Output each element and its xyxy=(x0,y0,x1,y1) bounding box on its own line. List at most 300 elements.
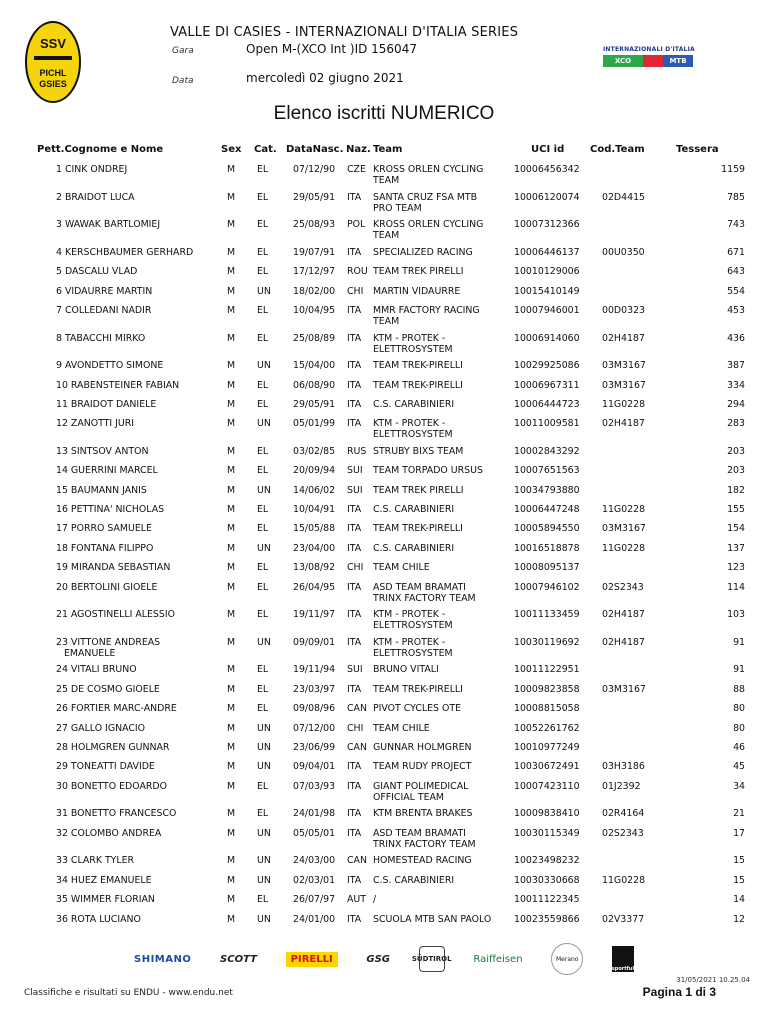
cell-team-line: C.S. CARABINIERI xyxy=(373,504,455,516)
cell-name xyxy=(56,305,151,316)
cell-dob: 05/05/01 xyxy=(293,827,336,839)
cell-dob: 24/01/00 xyxy=(293,913,336,925)
cell-tessera: 91 xyxy=(733,664,745,676)
cell-name-line: 23 VITTONE ANDREAS xyxy=(56,636,161,648)
cell-team-line: TEAM CHILE xyxy=(373,722,430,734)
cell-sex: M xyxy=(227,484,236,496)
cell-dob: 19/07/91 xyxy=(293,246,336,258)
cell-tessera: 103 xyxy=(727,609,745,621)
cell-team xyxy=(373,247,473,258)
cell-team xyxy=(373,703,461,714)
cell-name-line: 6 VIDAURRE MARTIN xyxy=(56,285,153,297)
cell-naz: ROU xyxy=(347,266,368,278)
table-row xyxy=(0,852,768,871)
cell-cat: EL xyxy=(257,465,269,477)
cell-team-line: TEAM TREK-PIRELLI xyxy=(373,523,463,535)
cell-team-line: MMR FACTORY RACING xyxy=(373,304,480,316)
cell-team-line: ELETTROSYSTEM xyxy=(373,647,453,659)
table-row xyxy=(0,283,768,302)
cell-sex: M xyxy=(227,609,236,621)
table-row xyxy=(0,758,768,777)
cell-name-line: 31 BONETTO FRANCESCO xyxy=(56,808,177,820)
cell-team-line: SPECIALIZED RACING xyxy=(373,246,473,258)
cell-name-line: 12 ZANOTTI JURI xyxy=(56,418,135,430)
footer-endu-link[interactable]: Classifiche e risultati su ENDU - www.endu.net xyxy=(24,988,233,998)
cell-uci: 10015410149 xyxy=(514,285,580,297)
cell-uci: 10030115349 xyxy=(514,827,580,839)
print-timestamp: 31/05/2021 10.25.04 xyxy=(676,976,750,984)
cell-naz: ITA xyxy=(347,246,362,258)
cell-uci: 10008815058 xyxy=(514,703,580,715)
cell-sex: M xyxy=(227,266,236,278)
cell-dob: 23/03/97 xyxy=(293,683,336,695)
cell-tessera: 743 xyxy=(727,219,745,231)
col-header-team: Team xyxy=(373,144,403,155)
table-row xyxy=(0,634,768,662)
cell-name-line: 18 FONTANA FILIPPO xyxy=(56,542,154,554)
cell-cat: EL xyxy=(257,445,269,457)
cell-team xyxy=(373,875,454,886)
cell-team-line: C.S. CARABINIERI xyxy=(373,874,455,886)
cell-name-line: 7 COLLEDANI NADIR xyxy=(56,304,152,316)
cell-sex: M xyxy=(227,636,236,648)
cell-name-line: 28 HOLMGREN GUNNAR xyxy=(56,741,170,753)
cell-team xyxy=(373,582,476,604)
cell-uci: 10011122345 xyxy=(514,894,580,906)
cell-sex: M xyxy=(227,562,236,574)
cell-sex: M xyxy=(227,664,236,676)
col-header-cat: Cat. xyxy=(254,144,277,155)
cell-cat: UN xyxy=(257,360,271,372)
cell-team-line: ASD TEAM BRAMATI xyxy=(373,827,466,839)
cell-sex: M xyxy=(227,523,236,535)
cell-tessera: 203 xyxy=(727,445,745,457)
cell-sex: M xyxy=(227,504,236,516)
sponsor-merano-logo: Merano xyxy=(551,943,583,975)
col-header-sex: Sex xyxy=(221,144,242,155)
cell-sex: M xyxy=(227,285,236,297)
table-row xyxy=(0,805,768,824)
cell-cat: EL xyxy=(257,664,269,676)
cell-name-line: 10 RABENSTEINER FABIAN xyxy=(56,379,180,391)
cell-naz: ITA xyxy=(347,504,362,516)
cell-sex: M xyxy=(227,581,236,593)
cell-team xyxy=(373,305,480,327)
cell-sex: M xyxy=(227,246,236,258)
cell-cat: EL xyxy=(257,504,269,516)
cell-name xyxy=(56,723,145,734)
cell-cat: EL xyxy=(257,164,269,175)
cell-uci: 10007312366 xyxy=(514,219,580,231)
sponsor-shimano-logo: SHIMANO xyxy=(134,953,192,965)
logo-text-pichl: PICHL xyxy=(39,68,67,78)
cell-dob: 03/02/85 xyxy=(293,445,336,457)
cell-naz: ITA xyxy=(347,808,362,820)
cell-cat: EL xyxy=(257,523,269,535)
cell-cod: 11G0228 xyxy=(602,398,646,410)
table-row xyxy=(0,482,768,501)
cell-name-line: 17 PORRO SAMUELE xyxy=(56,523,152,535)
cell-naz: ITA xyxy=(347,398,362,410)
cell-naz: ITA xyxy=(347,761,362,773)
cell-cat: EL xyxy=(257,894,269,906)
cell-team xyxy=(373,399,454,410)
cell-dob: 05/01/99 xyxy=(293,418,336,430)
cell-cod: 02S2343 xyxy=(602,827,644,839)
series-logo-mtb: MTB xyxy=(663,55,693,67)
cell-cat: UN xyxy=(257,285,271,297)
cell-tessera: 80 xyxy=(733,703,745,715)
cell-name xyxy=(56,742,169,753)
cell-cat: UN xyxy=(257,484,271,496)
cell-dob: 18/02/00 xyxy=(293,285,336,297)
cell-cat: EL xyxy=(257,609,269,621)
cell-dob: 29/05/91 xyxy=(293,191,336,203)
cell-name xyxy=(56,828,161,839)
sponsor-scott-logo: SCOTT xyxy=(220,953,257,965)
cell-tessera: 643 xyxy=(727,266,745,278)
table-row xyxy=(0,415,768,443)
cell-name xyxy=(56,446,148,457)
cell-dob: 06/08/90 xyxy=(293,379,336,391)
cell-team-line: MARTIN VIDAURRE xyxy=(373,285,461,297)
cell-sex: M xyxy=(227,703,236,715)
cell-cat: UN xyxy=(257,722,271,734)
cell-team xyxy=(373,266,464,277)
cell-team-line: KTM - PROTEK - xyxy=(373,609,446,621)
cell-team xyxy=(373,219,483,241)
cell-team xyxy=(373,192,477,214)
cell-sex: M xyxy=(227,332,236,344)
cell-name xyxy=(56,808,176,819)
table-row xyxy=(0,244,768,263)
cell-uci: 10006120074 xyxy=(514,191,580,203)
cell-uci: 10006444723 xyxy=(514,398,580,410)
cell-naz: CAN xyxy=(347,703,367,715)
cell-naz: CAN xyxy=(347,855,367,867)
entries-table xyxy=(0,161,768,930)
cell-team-line: SCUOLA MTB SAN PAOLO xyxy=(373,913,492,925)
cell-team-line: TEAM TORPADO URSUS xyxy=(373,465,483,477)
cell-uci: 10006967311 xyxy=(514,379,580,391)
cell-cat: UN xyxy=(257,827,271,839)
cell-cat: EL xyxy=(257,191,269,203)
table-row xyxy=(0,872,768,891)
cell-naz: ITA xyxy=(347,191,362,203)
cell-tessera: 436 xyxy=(727,332,745,344)
cell-name xyxy=(56,266,137,277)
cell-team xyxy=(373,360,463,371)
cell-team xyxy=(373,808,473,819)
cell-sex: M xyxy=(227,874,236,886)
cell-name xyxy=(56,894,155,905)
cell-team-line: GIANT POLIMEDICAL xyxy=(373,780,469,792)
cell-name xyxy=(56,609,175,620)
cell-team xyxy=(373,465,483,476)
cell-team-line: PIVOT CYCLES OTE xyxy=(373,703,461,715)
cell-cod: 03M3167 xyxy=(602,683,646,695)
cell-naz: ITA xyxy=(347,379,362,391)
cell-naz: POL xyxy=(347,219,366,231)
gara-value: Open M-(XCO Int )ID 156047 xyxy=(246,42,417,56)
cell-uci: 10023559866 xyxy=(514,913,580,925)
table-row xyxy=(0,161,768,189)
table-row xyxy=(0,739,768,758)
cell-tessera: 294 xyxy=(727,398,745,410)
cell-team-line: OFFICIAL TEAM xyxy=(373,791,445,803)
cell-cod: 11G0228 xyxy=(602,874,646,886)
cell-tessera: 12 xyxy=(733,913,745,925)
table-row xyxy=(0,263,768,282)
cell-dob: 10/04/91 xyxy=(293,504,336,516)
cell-sex: M xyxy=(227,761,236,773)
cell-sex: M xyxy=(227,542,236,554)
cell-uci: 10030330668 xyxy=(514,874,580,886)
cell-name xyxy=(56,247,193,258)
col-header-dob: DataNasc. xyxy=(286,144,344,155)
cell-sex: M xyxy=(227,780,236,792)
cell-cat: UN xyxy=(257,636,271,648)
cell-uci: 10011133459 xyxy=(514,609,580,621)
cell-name-line: 35 WIMMER FLORIAN xyxy=(56,894,155,906)
cell-tessera: 334 xyxy=(727,379,745,391)
cell-team xyxy=(373,723,430,734)
table-row xyxy=(0,778,768,806)
cell-name xyxy=(56,485,147,496)
cell-cat: UN xyxy=(257,855,271,867)
page-indicator: Pagina 1 di 3 xyxy=(642,985,716,999)
cell-team xyxy=(373,446,463,457)
cell-tessera: 88 xyxy=(733,683,745,695)
sponsor-sudtirol-logo: SÜDTIROL xyxy=(419,946,445,972)
cell-team xyxy=(373,523,463,534)
cell-tessera: 80 xyxy=(733,722,745,734)
cell-team-line: SANTA CRUZ FSA MTB xyxy=(373,191,478,203)
sponsor-sportful-logo: sportful xyxy=(612,946,634,972)
cell-uci: 10007946001 xyxy=(514,304,580,316)
cell-team-line: C.S. CARABINIERI xyxy=(373,398,455,410)
cell-uci: 10052261762 xyxy=(514,722,580,734)
table-row xyxy=(0,443,768,462)
cell-dob: 09/09/01 xyxy=(293,636,336,648)
cell-naz: CHI xyxy=(347,562,364,574)
table-row xyxy=(0,501,768,520)
cell-cod: 03M3167 xyxy=(602,379,646,391)
cell-tessera: 283 xyxy=(727,418,745,430)
cell-dob: 07/12/00 xyxy=(293,722,336,734)
cell-tessera: 182 xyxy=(727,484,745,496)
cell-team-line: TEAM TREK-PIRELLI xyxy=(373,379,463,391)
cell-team xyxy=(373,609,453,631)
cell-cat: EL xyxy=(257,581,269,593)
cell-cod: 02R4164 xyxy=(602,808,645,820)
cell-name xyxy=(56,523,152,534)
cell-team-line: KTM BRENTA BRAKES xyxy=(373,808,473,820)
col-header-tessera: Tessera xyxy=(676,144,719,155)
cell-uci: 10016518878 xyxy=(514,542,580,554)
table-row xyxy=(0,377,768,396)
cell-name xyxy=(56,562,170,573)
cell-naz: CAN xyxy=(347,741,367,753)
cell-team xyxy=(373,164,483,186)
cell-name xyxy=(56,333,145,344)
cell-tessera: 21 xyxy=(733,808,745,820)
cell-team-line: ASD TEAM BRAMATI xyxy=(373,581,466,593)
cell-team xyxy=(373,828,476,850)
cell-sex: M xyxy=(227,445,236,457)
cell-naz: SUI xyxy=(347,465,363,477)
sponsor-raiffeisen-logo: Raiffeisen xyxy=(473,953,523,965)
cell-name xyxy=(56,703,177,714)
cell-name-line: EMANUELE xyxy=(64,647,116,659)
cell-name xyxy=(56,418,134,429)
cell-sex: M xyxy=(227,808,236,820)
cell-sex: M xyxy=(227,418,236,430)
cell-dob: 09/04/01 xyxy=(293,761,336,773)
cell-cat: UN xyxy=(257,418,271,430)
cell-team-line: TEAM xyxy=(373,230,400,242)
cell-name xyxy=(56,399,156,410)
table-row xyxy=(0,520,768,539)
cell-team xyxy=(373,781,468,803)
cell-name-line: 32 COLOMBO ANDREA xyxy=(56,827,162,839)
table-row xyxy=(0,825,768,853)
cell-uci: 10034793880 xyxy=(514,484,580,496)
cell-name xyxy=(56,286,152,297)
cell-cod: 03H3186 xyxy=(602,761,645,773)
cell-naz: ITA xyxy=(347,609,362,621)
cell-team-line: TEAM TREK PIRELLI xyxy=(373,266,464,278)
cell-sex: M xyxy=(227,741,236,753)
cell-dob: 10/04/95 xyxy=(293,304,336,316)
sponsor-pirelli-logo: PIRELLI xyxy=(286,952,338,967)
cell-team-line: TEAM RUDY PROJECT xyxy=(373,761,472,773)
cell-naz: CZE xyxy=(347,164,366,175)
cell-name-line: 14 GUERRINI MARCEL xyxy=(56,465,158,477)
cell-uci: 10010129006 xyxy=(514,266,580,278)
cell-dob: 19/11/97 xyxy=(293,609,336,621)
cell-naz: ITA xyxy=(347,581,362,593)
cell-dob: 13/08/92 xyxy=(293,562,336,574)
table-row xyxy=(0,606,768,634)
cell-name xyxy=(56,360,163,371)
cell-tessera: 34 xyxy=(733,780,745,792)
cell-name-line: 26 FORTIER MARC-ANDRE xyxy=(56,703,177,715)
cell-sex: M xyxy=(227,379,236,391)
cell-name-line: 27 GALLO IGNACIO xyxy=(56,722,146,734)
table-row xyxy=(0,330,768,358)
cell-name xyxy=(56,380,179,391)
cell-team-line: TEAM TREK PIRELLI xyxy=(373,484,464,496)
cell-dob: 09/08/96 xyxy=(293,703,336,715)
cell-name-line: 16 PETTINA' NICHOLAS xyxy=(56,504,165,516)
cell-name-line: 2 BRAIDOT LUCA xyxy=(56,191,135,203)
cell-uci: 10011122951 xyxy=(514,664,580,676)
cell-cod: 11G0228 xyxy=(602,504,646,516)
table-row xyxy=(0,189,768,217)
cell-team-line: TEAM CHILE xyxy=(373,562,430,574)
cell-team xyxy=(373,894,376,905)
cell-cat: UN xyxy=(257,913,271,925)
cell-team-line: TEAM xyxy=(373,315,400,327)
series-logo-title: INTERNAZIONALI D'ITALIA xyxy=(603,46,695,53)
cell-name xyxy=(56,781,167,792)
cell-sex: M xyxy=(227,191,236,203)
cell-sex: M xyxy=(227,360,236,372)
cell-tessera: 15 xyxy=(733,855,745,867)
sponsor-bar xyxy=(134,943,634,975)
cell-cat: UN xyxy=(257,542,271,554)
cell-dob: 15/05/88 xyxy=(293,523,336,535)
cell-cat: EL xyxy=(257,246,269,258)
cell-cat: EL xyxy=(257,304,269,316)
cell-sex: M xyxy=(227,855,236,867)
cell-dob: 17/12/97 xyxy=(293,266,336,278)
col-header-uci: UCI id xyxy=(531,144,565,155)
cell-cat: EL xyxy=(257,780,269,792)
table-row xyxy=(0,681,768,700)
cell-cat: EL xyxy=(257,562,269,574)
cell-name-line: 4 KERSCHBAUMER GERHARD xyxy=(56,246,194,258)
cell-tessera: 137 xyxy=(727,542,745,554)
cell-name xyxy=(56,192,135,203)
cell-sex: M xyxy=(227,219,236,231)
cell-tessera: 17 xyxy=(733,827,745,839)
cell-cod: 03M3167 xyxy=(602,523,646,535)
cell-uci: 10006456342 xyxy=(514,164,580,175)
cell-naz: ITA xyxy=(347,827,362,839)
cell-name-line: 29 TONEATTI DAVIDE xyxy=(56,761,155,773)
cell-team-line: KTM - PROTEK - xyxy=(373,332,446,344)
cell-team-line: ELETTROSYSTEM xyxy=(373,429,453,441)
cell-team xyxy=(373,637,453,659)
cell-tessera: 671 xyxy=(727,246,745,258)
cell-team xyxy=(373,504,454,515)
cell-cod: 02H4187 xyxy=(602,418,645,430)
cell-dob: 20/09/94 xyxy=(293,465,336,477)
cell-cat: EL xyxy=(257,266,269,278)
cell-name-line: 11 BRAIDOT DANIELE xyxy=(56,398,157,410)
table-row xyxy=(0,302,768,330)
cell-name xyxy=(56,855,134,866)
cell-uci: 10007946102 xyxy=(514,581,580,593)
cell-cod: 02H4187 xyxy=(602,332,645,344)
cell-uci: 10006914060 xyxy=(514,332,580,344)
cell-cat: EL xyxy=(257,683,269,695)
cell-team-line: TEAM TREK-PIRELLI xyxy=(373,360,463,372)
cell-team xyxy=(373,684,463,695)
cell-naz: AUT xyxy=(347,894,367,906)
cell-cat: EL xyxy=(257,379,269,391)
cell-name xyxy=(56,504,164,515)
sponsor-gsg-logo: GSG xyxy=(366,953,391,965)
cell-tessera: 114 xyxy=(727,581,745,593)
cell-tessera: 15 xyxy=(733,874,745,886)
cell-tessera: 45 xyxy=(733,761,745,773)
cell-naz: ITA xyxy=(347,523,362,535)
cell-team-line: TRINX FACTORY TEAM xyxy=(373,592,476,604)
cell-team-line: KTM - PROTEK - xyxy=(373,418,446,430)
cell-team-line: GUNNAR HOLMGREN xyxy=(373,741,472,753)
series-logo xyxy=(603,46,693,74)
cell-sex: M xyxy=(227,164,236,175)
cell-team-line: HOMESTEAD RACING xyxy=(373,855,472,867)
cell-dob: 24/01/98 xyxy=(293,808,336,820)
cell-team-line: C.S. CARABINIERI xyxy=(373,542,455,554)
col-header-cod: Cod.Team xyxy=(590,144,645,155)
cell-name xyxy=(56,664,137,675)
cell-uci: 10030119692 xyxy=(514,636,580,648)
